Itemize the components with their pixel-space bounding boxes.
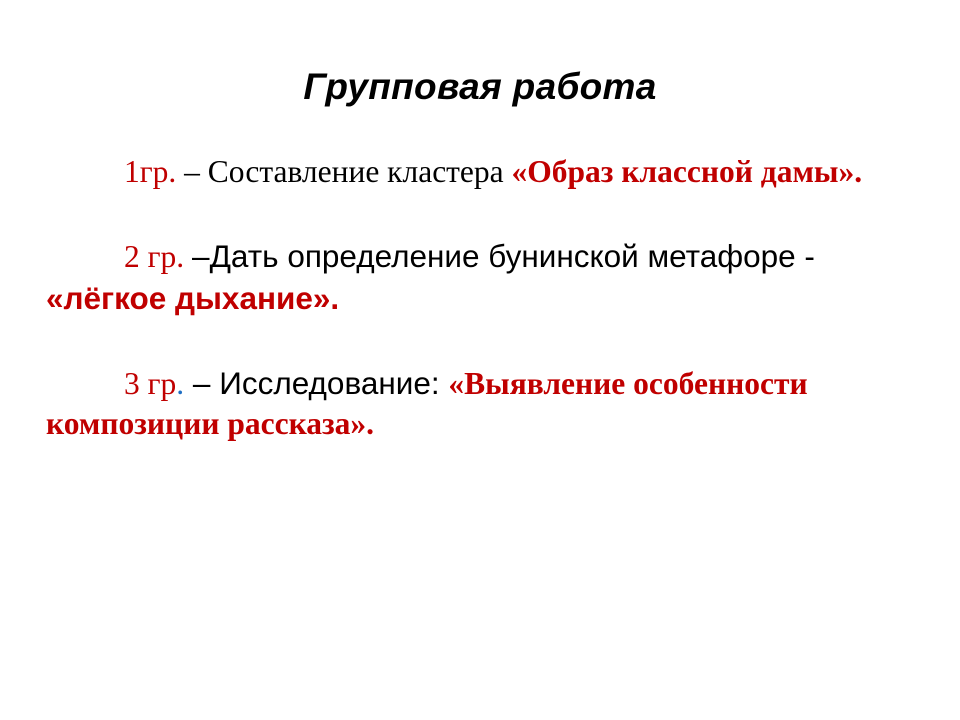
task-3-quote: «Выявление особенности композиции рассказа». <box>46 365 808 442</box>
task-3-text: – Исследование: <box>184 364 449 401</box>
tasks-list <box>0 152 960 445</box>
task-1-text: – Составление кластера <box>184 154 512 189</box>
page-title: Групповая работа <box>303 66 657 107</box>
list-item <box>46 152 912 192</box>
list-item <box>46 363 912 445</box>
task-1-group-label: 1гр. <box>124 154 185 189</box>
task-2-text: –Дать определение бунинской метафоре - <box>192 238 815 275</box>
task-2-quote: «лёгкое дыхание». <box>46 279 340 316</box>
task-3-period: . <box>176 365 185 401</box>
task-1-quote: «Образ классной дамы». <box>511 154 863 189</box>
task-2-group-label: 2 гр. <box>124 239 193 275</box>
task-3-group-label: 3 гр <box>124 365 177 401</box>
list-item <box>46 236 912 319</box>
